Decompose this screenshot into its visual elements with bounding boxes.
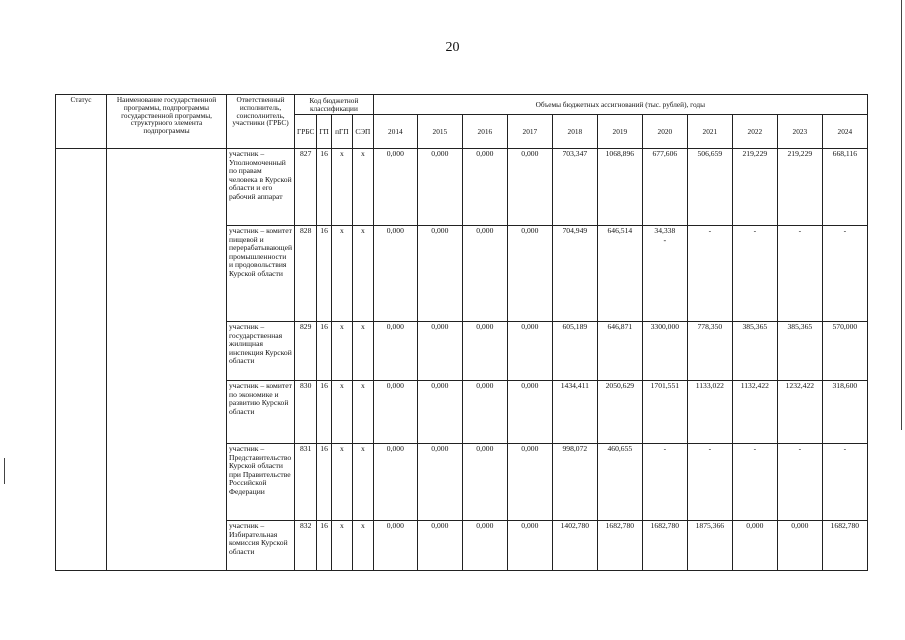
- value-cell: 1875,366: [687, 521, 732, 571]
- grbs-cell: 830: [295, 381, 317, 444]
- value-cell: 0,000: [777, 521, 822, 571]
- value-cell: 1402,780: [552, 521, 597, 571]
- table-row: [56, 149, 868, 226]
- value-cell: -: [687, 226, 732, 322]
- value-cell: 0,000: [462, 322, 507, 381]
- sep-cell: x: [352, 444, 373, 521]
- header-year: 2018: [552, 115, 597, 149]
- header-year: 2024: [822, 115, 867, 149]
- value-cell: 0,000: [373, 226, 417, 322]
- header-code-gp: ГП: [317, 115, 332, 149]
- value-cell: [642, 226, 687, 322]
- participant-cell: участник – Уполномоченный по правам человека в Курской области и его рабочий аппарат: [227, 149, 295, 226]
- value-cell: -: [642, 444, 687, 521]
- scan-edge-mark: [4, 458, 5, 484]
- pgp-cell: x: [331, 322, 352, 381]
- gp-cell: 16: [317, 226, 332, 322]
- gp-cell: 16: [317, 381, 332, 444]
- name-cell: [107, 149, 227, 571]
- value-cell: -: [687, 444, 732, 521]
- value-text: 34,338: [654, 226, 676, 235]
- sep-cell: x: [352, 322, 373, 381]
- value-cell: 385,365: [777, 322, 822, 381]
- value-cell: 1068,896: [597, 149, 642, 226]
- value-cell: 0,000: [373, 149, 417, 226]
- sep-cell: x: [352, 381, 373, 444]
- header-executor: Ответственный исполнитель, соисполнитель, участники (ГРБС): [227, 95, 295, 149]
- sep-cell: x: [352, 226, 373, 322]
- value-cell: 0,000: [417, 381, 462, 444]
- value-cell: 0,000: [373, 381, 417, 444]
- header-volumes: Объемы бюджетных ассигнований (тыс. рублей), годы: [373, 95, 867, 115]
- value-cell: 1682,780: [822, 521, 867, 571]
- value-cell: 0,000: [507, 444, 552, 521]
- value-cell: 570,000: [822, 322, 867, 381]
- gp-cell: 16: [317, 149, 332, 226]
- value-cell: 0,000: [507, 521, 552, 571]
- participant-cell: участник – государственная жилищная инспекция Курской области: [227, 322, 295, 381]
- value-cell: 0,000: [373, 322, 417, 381]
- sep-cell: x: [352, 521, 373, 571]
- value-cell: 646,514: [597, 226, 642, 322]
- grbs-cell: 829: [295, 322, 317, 381]
- participant-cell: участник – Избирательная комиссия Курской области: [227, 521, 295, 571]
- value-cell: 605,189: [552, 322, 597, 381]
- value-cell: 703,347: [552, 149, 597, 226]
- header-code-group: Код бюджетной классификации: [295, 95, 374, 115]
- value-cell: 0,000: [507, 149, 552, 226]
- value-cell: 2050,629: [597, 381, 642, 444]
- participant-cell: участник – комитет пищевой и перерабатывающей промышленности и продовольствия Курской области: [227, 226, 295, 322]
- value-note: -: [663, 235, 667, 245]
- participant-cell: участник – Представительство Курской области при Правительстве Российской Федерации: [227, 444, 295, 521]
- value-cell: 0,000: [373, 521, 417, 571]
- value-cell: 3300,000: [642, 322, 687, 381]
- value-cell: 219,229: [777, 149, 822, 226]
- value-cell: 0,000: [462, 149, 507, 226]
- value-cell: 1434,411: [552, 381, 597, 444]
- value-cell: 1682,780: [642, 521, 687, 571]
- grbs-cell: 828: [295, 226, 317, 322]
- sep-cell: x: [352, 149, 373, 226]
- value-cell: 0,000: [507, 381, 552, 444]
- value-cell: 460,655: [597, 444, 642, 521]
- value-cell: 778,350: [687, 322, 732, 381]
- value-cell: 0,000: [462, 521, 507, 571]
- header-year: 2014: [373, 115, 417, 149]
- pgp-cell: x: [331, 226, 352, 322]
- pgp-cell: x: [331, 381, 352, 444]
- scan-edge-line: [901, 0, 902, 430]
- header-year: 2015: [417, 115, 462, 149]
- value-cell: -: [732, 226, 777, 322]
- value-cell: -: [822, 444, 867, 521]
- page-number: 20: [445, 40, 460, 55]
- value-cell: 677,606: [642, 149, 687, 226]
- header-year: 2019: [597, 115, 642, 149]
- value-cell: 0,000: [507, 226, 552, 322]
- value-cell: -: [777, 444, 822, 521]
- value-cell: 0,000: [462, 226, 507, 322]
- value-cell: 1132,422: [732, 381, 777, 444]
- value-cell: 0,000: [507, 322, 552, 381]
- value-cell: 646,871: [597, 322, 642, 381]
- participant-cell: участник – комитет по экономике и развитию Курской области: [227, 381, 295, 444]
- pgp-cell: x: [331, 521, 352, 571]
- grbs-cell: 827: [295, 149, 317, 226]
- header-status: Статус: [56, 95, 107, 149]
- value-cell: 0,000: [417, 149, 462, 226]
- value-cell: 1701,551: [642, 381, 687, 444]
- value-cell: 0,000: [462, 444, 507, 521]
- value-cell: 385,365: [732, 322, 777, 381]
- pgp-cell: x: [331, 444, 352, 521]
- value-cell: 318,600: [822, 381, 867, 444]
- value-cell: 668,116: [822, 149, 867, 226]
- header-year: 2023: [777, 115, 822, 149]
- gp-cell: 16: [317, 322, 332, 381]
- value-cell: 219,229: [732, 149, 777, 226]
- value-cell: 0,000: [462, 381, 507, 444]
- header-name: Наименование государственной программы, подпрограммы государственной программы, структурного элемента подпрограммы: [107, 95, 227, 149]
- header-year: 2022: [732, 115, 777, 149]
- header-year: 2016: [462, 115, 507, 149]
- status-cell: [56, 149, 107, 571]
- grbs-cell: 832: [295, 521, 317, 571]
- value-cell: 1133,022: [687, 381, 732, 444]
- gp-cell: 16: [317, 521, 332, 571]
- grbs-cell: 831: [295, 444, 317, 521]
- value-cell: 1232,422: [777, 381, 822, 444]
- pgp-cell: x: [331, 149, 352, 226]
- value-cell: -: [732, 444, 777, 521]
- value-cell: 0,000: [373, 444, 417, 521]
- value-cell: 0,000: [417, 322, 462, 381]
- header-year: 2017: [507, 115, 552, 149]
- header-code-grbs: ГРБС: [295, 115, 317, 149]
- header-code-pgp: пГП: [331, 115, 352, 149]
- gp-cell: 16: [317, 444, 332, 521]
- value-cell: 506,659: [687, 149, 732, 226]
- value-cell: -: [777, 226, 822, 322]
- header-year: 2021: [687, 115, 732, 149]
- value-cell: 0,000: [417, 226, 462, 322]
- header-year: 2020: [642, 115, 687, 149]
- value-cell: 1682,780: [597, 521, 642, 571]
- value-cell: 0,000: [732, 521, 777, 571]
- value-cell: 704,949: [552, 226, 597, 322]
- header-code-sep: СЭП: [352, 115, 373, 149]
- value-cell: 0,000: [417, 444, 462, 521]
- value-cell: 998,072: [552, 444, 597, 521]
- value-cell: 0,000: [417, 521, 462, 571]
- budget-table: [55, 94, 868, 571]
- value-cell: -: [822, 226, 867, 322]
